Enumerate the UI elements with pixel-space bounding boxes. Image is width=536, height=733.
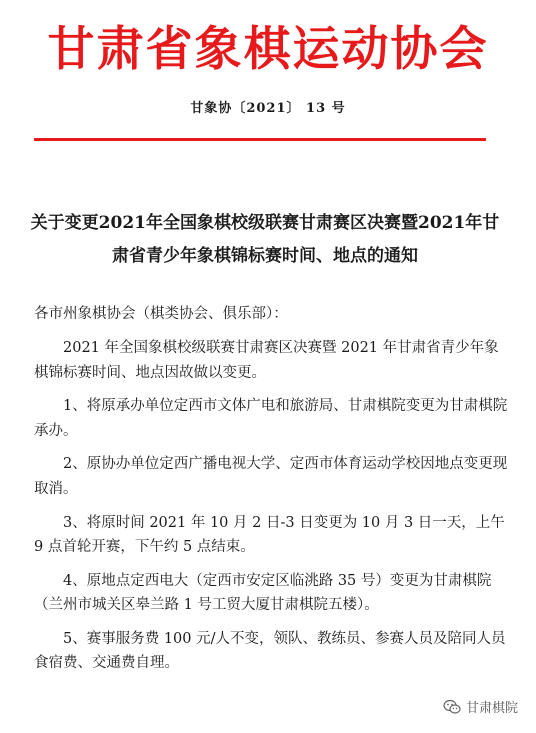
item-4: 4、原地点定西电大（定西市安定区临洮路 35 号）变更为甘肃棋院（兰州市城关区皋兰路 1 号工贸大厦甘肃棋院五楼）。	[34, 572, 492, 613]
notice-title: 关于变更2021年全国象棋校级联赛甘肃赛区决赛暨2021年甘肃省青少年象棋锦标赛时间、地点的通知	[30, 213, 500, 266]
doc-number: 甘象协〔2021〕 13 号	[190, 101, 346, 116]
org-title: 甘肃省象棋运动协会	[47, 22, 489, 77]
wechat-icon	[443, 699, 461, 715]
red-divider	[34, 138, 486, 141]
notice-body	[34, 302, 510, 685]
item-5: 5、赛事服务费 100 元/人不变，领队、教练员、参赛人员及陪同人员食宿费、交通费自理。	[34, 630, 506, 672]
item-1: 1、将原承办单位定西市文体广电和旅游局、甘肃棋院变更为甘肃棋院承办。	[34, 398, 508, 439]
intro-paragraph: 2021 年全国象棋校级联赛甘肃赛区决赛暨 2021 年甘肃省青少年象棋锦标赛时间、地点因故做以变更。	[34, 340, 499, 381]
salutation: 各市州象棋协会（棋类协会、俱乐部）：	[34, 306, 288, 322]
item-3: 3、将原时间 2021 年 10 月 2 日-3 日变更为 10 月 3 日一天，上午 9 点首轮开赛，下午约 5 点结束。	[34, 514, 505, 555]
watermark-label: 甘肃棋院	[465, 701, 518, 716]
watermark	[443, 697, 518, 716]
item-2: 2、原协办单位定西广播电视大学、定西市体育运动学校因地点变更现取消。	[34, 456, 508, 497]
